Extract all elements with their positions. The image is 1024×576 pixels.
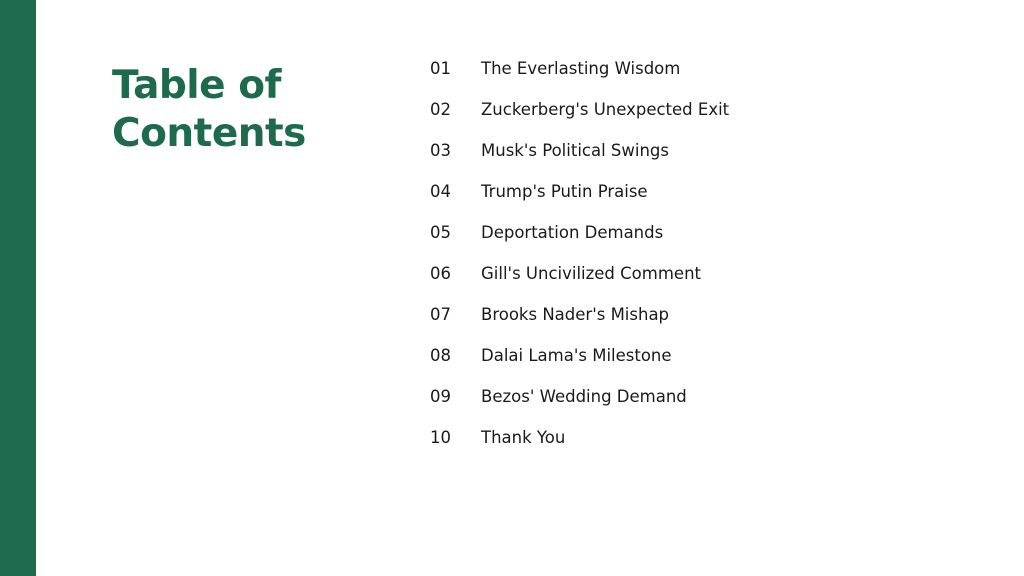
toc-item	[430, 89, 729, 130]
toc-number: 05	[430, 223, 451, 242]
toc-item	[430, 48, 729, 89]
toc-label: Trump's Putin Praise	[481, 182, 648, 201]
toc-item	[430, 171, 729, 212]
toc-item	[430, 130, 729, 171]
toc-item	[430, 294, 729, 335]
toc-number: 03	[430, 141, 451, 160]
toc-label: The Everlasting Wisdom	[481, 59, 681, 78]
table-of-contents-list	[430, 48, 729, 458]
toc-label: Bezos' Wedding Demand	[481, 387, 687, 406]
toc-label: Dalai Lama's Milestone	[481, 346, 672, 365]
toc-number: 06	[430, 264, 451, 283]
title-line-2: Contents	[112, 111, 306, 156]
toc-number: 04	[430, 182, 451, 201]
toc-label: Thank You	[481, 428, 566, 447]
toc-number: 02	[430, 100, 451, 119]
toc-item	[430, 212, 729, 253]
toc-number: 08	[430, 346, 451, 365]
toc-item	[430, 253, 729, 294]
toc-item	[430, 417, 729, 458]
toc-number: 10	[430, 428, 451, 447]
toc-item	[430, 335, 729, 376]
title-line-1: Table of	[112, 63, 281, 108]
toc-number: 07	[430, 305, 451, 324]
toc-label: Gill's Uncivilized Comment	[481, 264, 701, 283]
page-title	[112, 62, 352, 158]
toc-label: Zuckerberg's Unexpected Exit	[481, 100, 730, 119]
toc-label: Musk's Political Swings	[481, 141, 669, 160]
toc-label: Deportation Demands	[481, 223, 664, 242]
toc-label: Brooks Nader's Mishap	[481, 305, 670, 324]
toc-item	[430, 376, 729, 417]
toc-number: 01	[430, 59, 451, 78]
accent-side-bar	[0, 0, 36, 576]
toc-number: 09	[430, 387, 451, 406]
